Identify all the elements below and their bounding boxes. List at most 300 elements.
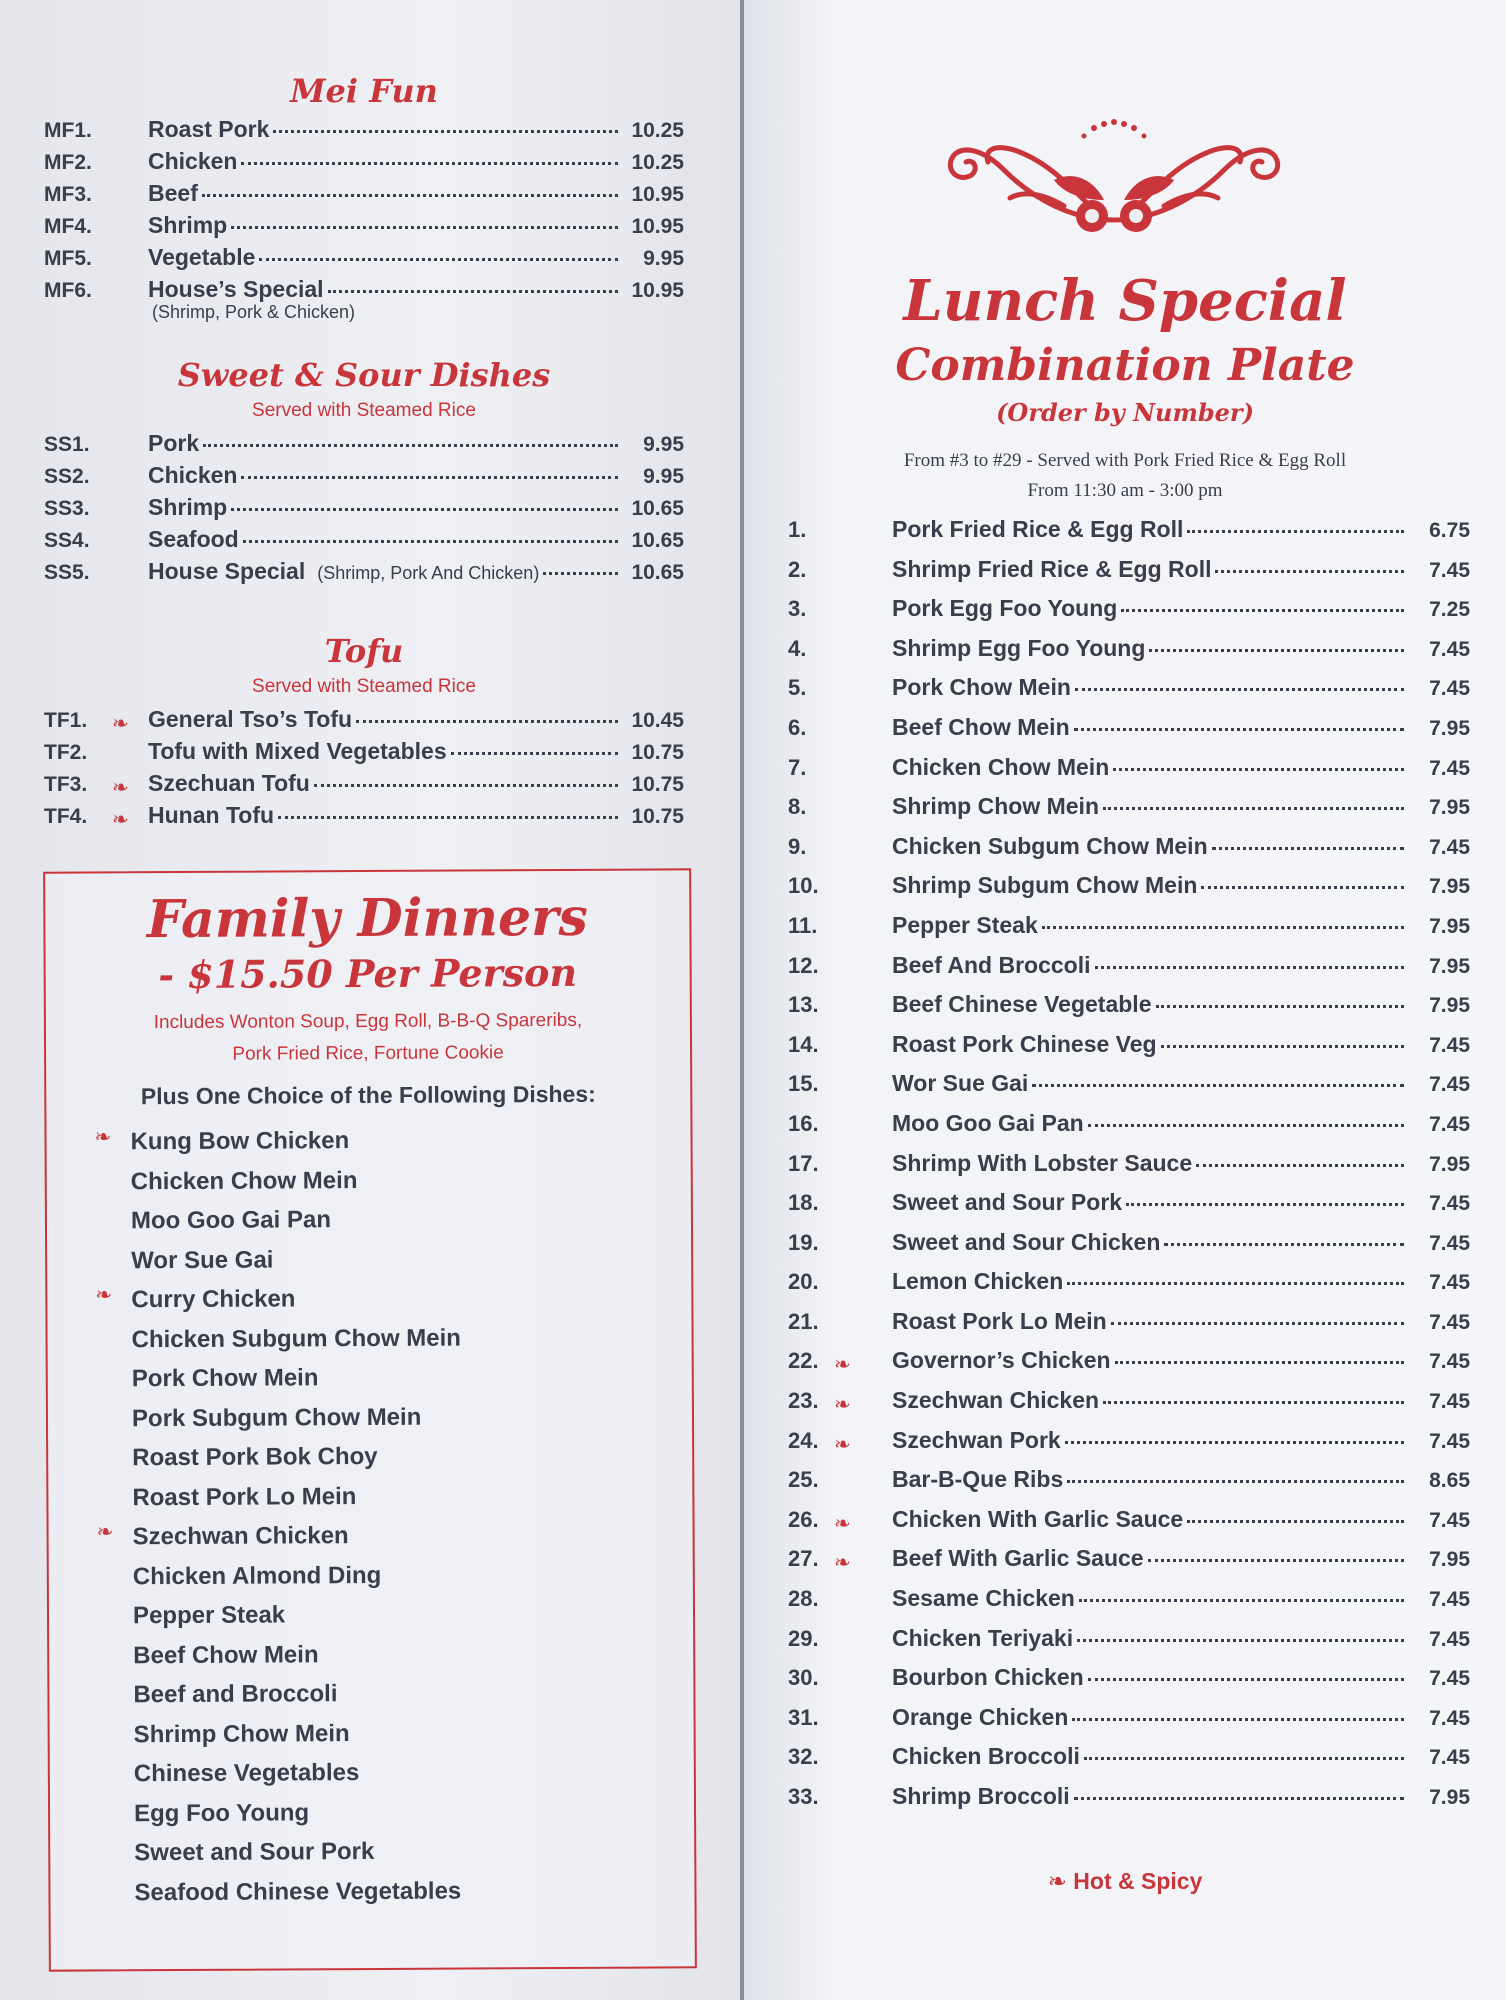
item-price: 7.95 <box>1429 914 1470 938</box>
family-dish-item <box>96 1514 693 1556</box>
item-price: 9.95 <box>643 433 684 456</box>
lunch-item-row <box>788 1150 1470 1190</box>
dot-leader <box>1079 1599 1404 1602</box>
item-name: Roast Pork <box>148 116 270 142</box>
lunch-item-row <box>788 1783 1470 1823</box>
item-number: 31. <box>788 1704 819 1730</box>
dot-leader <box>259 258 618 261</box>
family-dish-name: Chicken Almond Ding <box>132 1561 382 1590</box>
dot-leader <box>1067 1282 1404 1285</box>
dot-leader <box>328 290 618 293</box>
lunch-item-row <box>788 952 1470 992</box>
family-dish-name: Pork Subgum Chow Mein <box>131 1403 422 1432</box>
item-name: Szechwan Pork <box>892 1426 1061 1453</box>
item-number: 5. <box>788 675 807 701</box>
ornament-icon <box>944 110 1284 240</box>
item-price: 7.45 <box>1429 1033 1470 1057</box>
dot-leader <box>1084 1757 1404 1760</box>
dot-leader <box>1095 966 1404 969</box>
item-name: Pork <box>148 430 200 456</box>
order-by-number: (Order by Number) <box>996 398 1254 427</box>
lunch-item-row <box>788 793 1470 833</box>
menu-item-row <box>44 770 684 802</box>
lunch-special-list <box>788 516 1470 1823</box>
family-includes <box>46 1004 690 1071</box>
item-code: SS1. <box>44 433 90 456</box>
item-price: 7.45 <box>1429 1271 1470 1295</box>
right-page <box>744 0 1506 2000</box>
family-includes-line-2: Pork Fried Rice, Fortune Cookie <box>232 1042 504 1065</box>
item-name: Chicken <box>148 148 238 174</box>
dot-leader <box>314 784 618 787</box>
item-price: 7.45 <box>1429 1588 1470 1612</box>
item-code: SS2. <box>44 465 90 488</box>
item-name: General Tso’s Tofu <box>148 706 353 732</box>
item-number: 19. <box>788 1229 819 1255</box>
item-code: SS5. <box>44 561 90 584</box>
family-dish-name: Shrimp Chow Mein <box>133 1719 350 1748</box>
menu-item-row <box>44 738 684 770</box>
item-number: 13. <box>788 992 819 1018</box>
item-code: MF5. <box>44 247 92 270</box>
item-name: Chicken With Garlic Sauce <box>892 1505 1184 1532</box>
dot-leader <box>1212 847 1404 850</box>
item-price: 10.75 <box>631 805 684 828</box>
dot-leader <box>1032 1084 1404 1087</box>
dot-leader <box>1201 886 1404 889</box>
item-number: 11. <box>788 912 818 938</box>
item-price: 7.45 <box>1429 1112 1470 1136</box>
item-number: 30. <box>788 1665 819 1691</box>
combination-plate-title: Combination Plate <box>895 340 1355 391</box>
pepper-icon: ❧ <box>112 809 129 831</box>
item-number: 27. <box>788 1546 819 1572</box>
item-price: 10.75 <box>631 773 684 796</box>
lunch-item-row <box>788 556 1470 596</box>
item-name: Beef And Broccoli <box>892 951 1091 978</box>
item-name: Shrimp Broccoli <box>892 1783 1070 1809</box>
item-price: 10.95 <box>631 215 684 238</box>
served-with-note: From #3 to #29 - Served with Pork Fried Rice & Egg Roll <box>903 450 1347 471</box>
item-name: Chicken Broccoli <box>892 1743 1080 1770</box>
item-price: 10.25 <box>631 151 684 174</box>
pepper-icon: ❧ <box>95 1284 113 1307</box>
pepper-icon: ❧ <box>1047 1868 1067 1894</box>
item-price: 7.45 <box>1429 1192 1470 1216</box>
lunch-item-row <box>788 1625 1470 1665</box>
menu-item-row <box>44 706 684 738</box>
item-name: Hunan Tofu <box>148 802 275 828</box>
dot-leader <box>273 130 618 133</box>
item-name: Shrimp Chow Mein <box>892 793 1099 820</box>
lunch-item-row <box>788 1070 1470 1110</box>
family-dish-item <box>132 1435 692 1477</box>
lunch-item-row <box>788 754 1470 794</box>
item-code: MF1. <box>44 119 92 142</box>
family-dish-name: Kung Bow Chicken <box>130 1127 350 1156</box>
lunch-item-row <box>788 1427 1470 1467</box>
dot-leader <box>356 720 618 723</box>
item-name: Tofu with Mixed Vegetables <box>148 738 447 764</box>
lunch-item-row <box>788 1585 1470 1625</box>
item-number: 17. <box>788 1150 819 1176</box>
menu-item-row <box>44 558 684 590</box>
item-name: Pork Fried Rice & Egg Roll <box>892 516 1184 542</box>
lunch-hours: From 11:30 am - 3:00 pm <box>1027 480 1223 501</box>
item-number: 25. <box>788 1467 819 1493</box>
item-number: 6. <box>788 714 807 740</box>
item-number: 9. <box>788 833 807 859</box>
item-name: Szechwan Chicken <box>892 1387 1100 1414</box>
family-dish-name: Wor Sue Gai <box>131 1246 274 1274</box>
lunch-item-row <box>788 1545 1470 1585</box>
dot-leader <box>1065 1441 1404 1444</box>
family-dish-name: Chicken Chow Mein <box>130 1166 358 1195</box>
menu-item-row <box>44 116 684 148</box>
item-number: 1. <box>788 517 807 542</box>
dot-leader <box>1113 768 1404 771</box>
item-name: House Special <box>148 558 306 584</box>
lunch-item-row <box>788 1347 1470 1387</box>
menu-item-row <box>44 526 684 558</box>
lunch-item-row <box>788 1308 1470 1348</box>
family-dish-name: Pork Chow Mein <box>131 1364 319 1393</box>
item-name: Pork Egg Foo Young <box>892 595 1118 622</box>
family-dish-item <box>134 1791 694 1833</box>
item-code: MF3. <box>44 183 92 206</box>
lunch-item-row <box>788 674 1470 714</box>
family-dish-name: Curry Chicken <box>131 1285 296 1314</box>
dot-leader <box>1088 1678 1404 1681</box>
item-code: SS3. <box>44 497 90 520</box>
menu-item-row <box>44 180 684 212</box>
dot-leader <box>1156 1005 1405 1008</box>
family-dish-name: Szechwan Chicken <box>132 1522 349 1551</box>
dot-leader <box>1215 570 1404 573</box>
family-dish-item <box>134 1712 694 1754</box>
dot-leader <box>231 508 618 511</box>
family-dish-name: Seafood Chinese Vegetables <box>134 1877 462 1906</box>
item-name: Chicken Subgum Chow Mein <box>892 832 1208 859</box>
lunch-item-row <box>788 635 1470 675</box>
item-name: Chicken <box>148 462 238 488</box>
sweet-sour-title: Sweet & Sour Dishes <box>177 356 551 394</box>
item-name: Pepper Steak <box>892 911 1038 938</box>
item-price: 10.95 <box>631 279 684 302</box>
item-code: TF4. <box>44 805 88 828</box>
item-number: 20. <box>788 1269 819 1295</box>
item-price: 10.95 <box>631 183 684 206</box>
dot-leader <box>203 444 618 447</box>
family-includes-line-1: Includes Wonton Soup, Egg Roll, B-B-Q Spareribs, <box>153 1009 583 1034</box>
family-dish-name: Beef Chow Mein <box>133 1640 319 1669</box>
item-price: 10.65 <box>631 497 684 520</box>
dot-leader <box>1067 1480 1404 1483</box>
item-name: Shrimp Egg Foo Young <box>892 634 1146 661</box>
item-code: SS4. <box>44 529 90 552</box>
dot-leader <box>1161 1045 1404 1048</box>
tofu-title: Tofu <box>324 632 404 670</box>
lunch-item-row <box>788 1704 1470 1744</box>
item-name: Governor’s Chicken <box>892 1347 1111 1374</box>
dot-leader <box>1072 1718 1404 1721</box>
item-number: 33. <box>788 1784 819 1809</box>
item-price: 7.95 <box>1429 1786 1470 1809</box>
pepper-icon: ❧ <box>834 1433 851 1456</box>
item-price: 7.95 <box>1429 1548 1470 1572</box>
item-number: 7. <box>788 754 807 780</box>
family-dish-list <box>46 1119 694 1912</box>
sweet-sour-subtitle: Served with Steamed Rice <box>252 400 476 421</box>
item-number: 8. <box>788 794 807 820</box>
item-number: 10. <box>788 873 819 899</box>
dot-leader <box>1074 728 1404 731</box>
pepper-icon: ❧ <box>834 1394 851 1417</box>
item-name: Shrimp <box>148 494 228 520</box>
item-name: Roast Pork Chinese Veg <box>892 1030 1157 1057</box>
lunch-item-row <box>788 912 1470 952</box>
family-dish-name: Moo Goo Gai Pan <box>130 1206 332 1235</box>
lunch-item-row <box>788 1743 1470 1783</box>
dot-leader <box>1126 1203 1404 1206</box>
item-number: 21. <box>788 1308 819 1334</box>
family-dinners-title: Family Dinners <box>146 886 588 951</box>
sweet-sour-section <box>44 356 684 590</box>
item-name: Shrimp Subgum Chow Mein <box>892 872 1198 899</box>
family-dish-item <box>131 1317 691 1359</box>
family-dish-item <box>94 1119 690 1161</box>
item-name: Sweet and Sour Pork <box>892 1189 1123 1216</box>
lunch-item-row <box>788 1466 1470 1506</box>
item-price: 7.95 <box>1429 716 1470 740</box>
dot-leader <box>202 194 618 197</box>
item-number: 18. <box>788 1190 819 1216</box>
item-price: 7.45 <box>1429 1746 1470 1770</box>
item-name: Seafood <box>148 526 239 552</box>
dot-leader <box>451 752 618 755</box>
family-dish-item <box>133 1672 693 1714</box>
menu-item-row <box>44 494 684 526</box>
dot-leader <box>1121 609 1404 612</box>
family-dish-name: Chinese Vegetables <box>133 1759 360 1788</box>
family-dinners-price: - $15.50 Per Person <box>158 949 578 998</box>
item-name: Bar-B-Que Ribs <box>892 1466 1064 1493</box>
item-name: Beef Chinese Vegetable <box>892 991 1152 1018</box>
lunch-item-row <box>788 1387 1470 1427</box>
item-price: 10.65 <box>631 529 684 552</box>
item-name: Wor Sue Gai <box>892 1070 1029 1097</box>
family-dish-item <box>95 1277 691 1319</box>
item-price: 7.45 <box>1429 1508 1470 1532</box>
lunch-item-row <box>788 1506 1470 1546</box>
item-name: Lemon Chicken <box>892 1268 1064 1295</box>
dot-leader <box>1111 1322 1404 1325</box>
item-name: Roast Pork Lo Mein <box>892 1307 1107 1334</box>
item-number: 32. <box>788 1744 819 1770</box>
item-number: 26. <box>788 1506 819 1532</box>
family-dish-item <box>134 1751 694 1793</box>
item-name: Bourbon Chicken <box>892 1664 1084 1691</box>
menu-item-row <box>44 802 684 834</box>
item-price: 10.75 <box>631 741 684 764</box>
dot-leader <box>1164 1243 1404 1246</box>
item-price: 7.95 <box>1429 796 1470 820</box>
sweet-sour-list <box>44 430 684 590</box>
family-dish-item <box>131 1238 691 1280</box>
lunch-item-row <box>788 1664 1470 1704</box>
item-price: 9.95 <box>643 465 684 488</box>
dot-leader <box>1088 1124 1404 1127</box>
pepper-icon: ❧ <box>112 713 129 735</box>
dot-leader <box>241 476 618 479</box>
family-dish-item <box>132 1356 692 1398</box>
lunch-item-row <box>788 872 1470 912</box>
item-name: Beef With Garlic Sauce <box>892 1545 1144 1572</box>
item-price: 7.45 <box>1429 558 1470 582</box>
item-name: House’s Special <box>148 276 324 302</box>
item-number: 23. <box>788 1388 819 1414</box>
item-code: TF2. <box>44 741 88 764</box>
item-number: 16. <box>788 1110 819 1136</box>
item-price: 7.25 <box>1429 598 1470 622</box>
item-name: Shrimp Fried Rice & Egg Roll <box>892 555 1212 582</box>
item-number: 4. <box>788 635 807 661</box>
pepper-icon: ❧ <box>112 777 129 799</box>
item-price: 7.45 <box>1429 1310 1470 1334</box>
item-price: 7.95 <box>1429 875 1470 899</box>
item-number: 22. <box>788 1348 819 1374</box>
left-page <box>0 0 740 2000</box>
item-name: Vegetable <box>148 244 256 270</box>
family-dish-item <box>133 1554 693 1596</box>
tofu-section <box>44 632 684 834</box>
item-number: 12. <box>788 952 819 978</box>
dot-leader <box>241 162 618 165</box>
family-dish-name: Chicken Subgum Chow Mein <box>131 1324 461 1353</box>
house-special-note: (Shrimp, Pork & Chicken) <box>152 302 356 322</box>
family-dish-name: Beef and Broccoli <box>133 1680 338 1709</box>
item-code: MF6. <box>44 279 92 302</box>
item-price: 7.45 <box>1429 637 1470 661</box>
dot-leader <box>1042 926 1404 929</box>
item-price: 7.95 <box>1429 994 1470 1018</box>
item-price: 7.45 <box>1429 677 1470 701</box>
family-dish-item <box>134 1870 694 1912</box>
dot-leader <box>1074 1797 1404 1800</box>
lunch-item-row <box>788 1031 1470 1071</box>
item-number: 2. <box>788 556 807 582</box>
item-price: 7.45 <box>1429 1429 1470 1453</box>
family-dish-name: Pepper Steak <box>132 1601 286 1630</box>
item-code: TF1. <box>44 709 88 732</box>
family-dish-item <box>131 1159 691 1201</box>
dot-leader <box>1115 1361 1404 1364</box>
mei-fun-section <box>44 72 684 328</box>
item-code: MF2. <box>44 151 92 174</box>
dot-leader <box>543 572 618 575</box>
item-price: 7.45 <box>1429 756 1470 780</box>
item-name: Pork Chow Mein <box>892 674 1071 701</box>
lunch-item-row <box>788 516 1470 556</box>
item-name: Szechuan Tofu <box>148 770 310 796</box>
family-dish-item <box>132 1396 692 1438</box>
item-price: 7.45 <box>1429 1706 1470 1730</box>
menu-item-row <box>44 212 684 244</box>
item-price: 7.45 <box>1429 1627 1470 1651</box>
menu-item-row <box>44 244 684 276</box>
menu-item-row <box>44 430 684 462</box>
item-price: 10.65 <box>631 561 684 584</box>
lunch-item-row <box>788 991 1470 1031</box>
item-price: 10.25 <box>631 119 684 142</box>
family-dish-name: Roast Pork Lo Mein <box>132 1482 357 1511</box>
family-choice-heading: Plus One Choice of the Following Dishes: <box>140 1080 596 1110</box>
dot-leader <box>1077 1639 1404 1642</box>
lunch-item-row <box>788 1110 1470 1150</box>
item-name: Chicken Teriyaki <box>892 1624 1074 1651</box>
family-dish-item <box>132 1475 692 1517</box>
item-price: 7.45 <box>1429 835 1470 859</box>
family-dish-name: Egg Foo Young <box>133 1798 310 1827</box>
family-dish-item <box>133 1633 693 1675</box>
item-number: 24. <box>788 1427 819 1453</box>
item-price: 7.45 <box>1429 1350 1470 1374</box>
lunch-item-row <box>788 1268 1470 1308</box>
dot-leader <box>1075 688 1404 691</box>
dot-leader <box>278 816 618 819</box>
lunch-item-row <box>788 833 1470 873</box>
dot-leader <box>1187 1520 1404 1523</box>
family-dish-item <box>134 1830 694 1872</box>
pepper-icon: ❧ <box>834 1354 851 1377</box>
family-dish-item <box>133 1593 693 1635</box>
item-code: MF4. <box>44 215 92 238</box>
item-number: 3. <box>788 596 807 622</box>
lunch-item-row <box>788 595 1470 635</box>
mei-fun-title: Mei Fun <box>290 72 438 110</box>
pepper-icon: ❧ <box>96 1521 114 1544</box>
item-number: 15. <box>788 1071 819 1097</box>
item-number: 28. <box>788 1586 819 1612</box>
item-name: Chicken Chow Mein <box>892 753 1110 780</box>
item-price: 7.95 <box>1429 954 1470 978</box>
item-number: 14. <box>788 1031 819 1057</box>
item-price: 7.45 <box>1429 1231 1470 1255</box>
dot-leader <box>1103 1401 1404 1404</box>
dot-leader <box>1187 530 1404 533</box>
pepper-icon: ❧ <box>834 1512 851 1535</box>
item-name: Moo Goo Gai Pan <box>892 1109 1084 1136</box>
item-price: 6.75 <box>1429 519 1470 542</box>
menu-item-row <box>44 148 684 180</box>
tofu-subtitle: Served with Steamed Rice <box>252 676 476 697</box>
item-name: Beef <box>148 180 198 206</box>
tofu-list <box>44 706 684 834</box>
lunch-item-row <box>788 1189 1470 1229</box>
dot-leader <box>231 226 618 229</box>
dot-leader <box>243 540 618 543</box>
item-price: 7.45 <box>1429 1390 1470 1414</box>
item-name: Shrimp With Lobster Sauce <box>892 1149 1193 1176</box>
item-name: Shrimp <box>148 212 228 238</box>
family-dish-name: Roast Pork Bok Choy <box>132 1442 378 1472</box>
menu-item-row <box>44 462 684 494</box>
dot-leader <box>1149 649 1404 652</box>
item-name: Orange Chicken <box>892 1703 1069 1730</box>
lunch-item-row <box>788 1229 1470 1269</box>
dot-leader <box>1148 1559 1404 1562</box>
item-price: 9.95 <box>643 247 684 270</box>
